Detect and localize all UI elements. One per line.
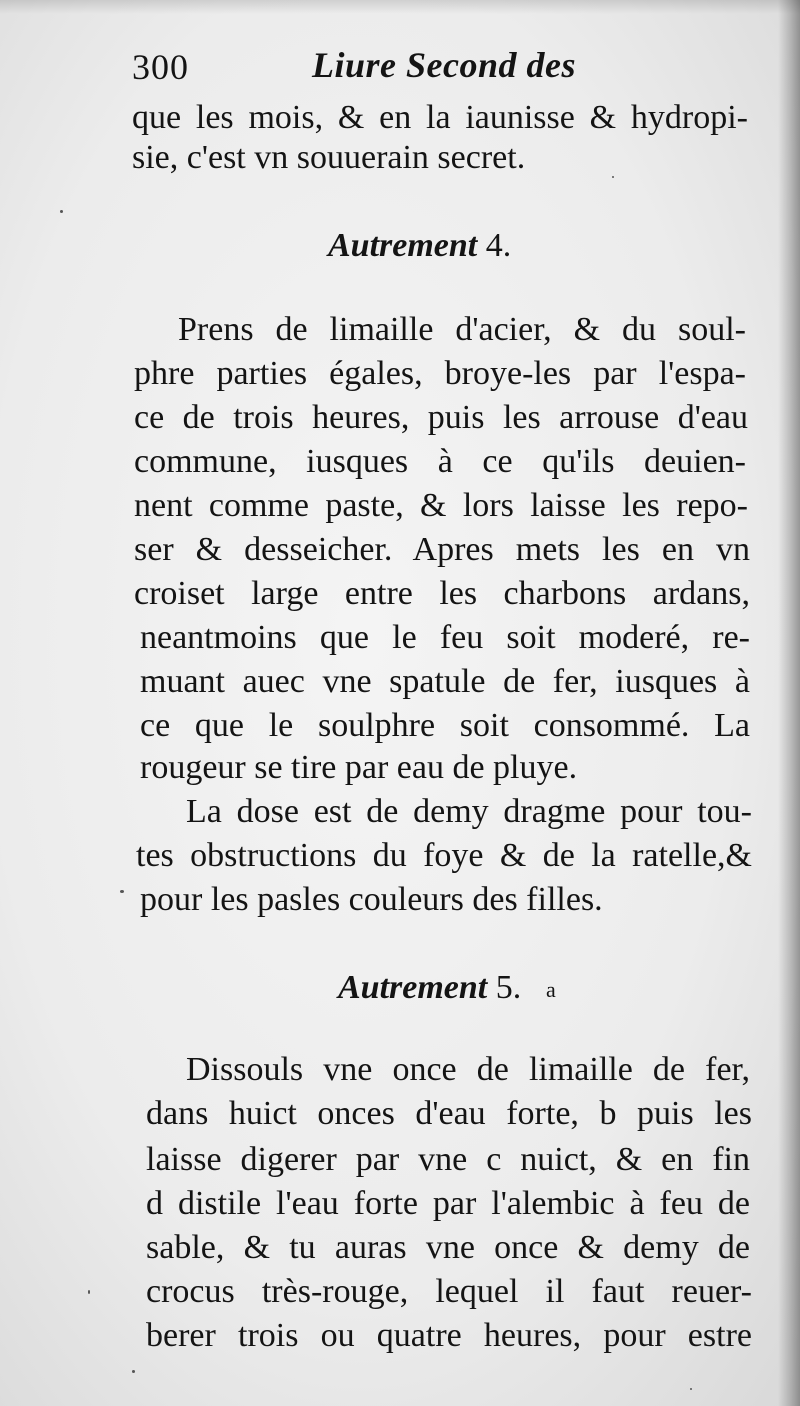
section-heading-text: Autrement (328, 227, 478, 264)
section-heading-text: Autrement (338, 969, 488, 1006)
section-number: 5. (495, 969, 522, 1006)
page-top-shadow (0, 0, 800, 14)
text-line: phre parties égales, broye-les par l'espa- (134, 355, 746, 392)
text-line: sable, & tu auras vne once & demy de (146, 1229, 750, 1266)
note-marker: a (546, 977, 556, 1002)
text-line: Prens de limaille d'acier, & du soul- (178, 311, 746, 348)
text-line: ce que le soulphre soit consommé. La (140, 707, 750, 744)
page-edge-shadow (778, 0, 800, 1406)
page-header (132, 40, 752, 96)
text-line: nent comme paste, & lors laisse les repo- (134, 487, 748, 524)
text-line: que les mois, & en la iaunisse & hydropi- (132, 99, 748, 136)
page-number: 300 (132, 47, 189, 87)
section-heading-4 (328, 226, 511, 266)
text-line: croiset large entre les charbons ardans, (134, 575, 750, 612)
section-number: 4. (485, 227, 512, 264)
text-line: d distile l'eau forte par l'alembic à feu de (146, 1185, 750, 1222)
text-line: sie, c'est vn souuerain secret. (132, 139, 526, 176)
text-line: neantmoins que le feu soit moderé, re- (140, 619, 750, 656)
paper-speck (60, 210, 63, 213)
paper-speck (132, 1370, 135, 1373)
text-line: crocus très-rouge, lequel il faut reuer- (146, 1273, 752, 1310)
paper-speck (88, 1290, 90, 1294)
text-line: berer trois ou quatre heures, pour estre (146, 1317, 752, 1354)
paper-speck (612, 176, 614, 178)
text-line: pour les pasles couleurs des filles. (140, 881, 603, 918)
text-line: ce de trois heures, puis les arrouse d'eau (134, 399, 748, 436)
text-line: La dose est de demy dragme pour tou- (186, 793, 752, 830)
text-line: Dissouls vne once de limaille de fer, (186, 1051, 750, 1088)
text-line: commune, iusques à ce qu'ils deuien- (134, 443, 746, 480)
section-heading-5 (338, 968, 521, 1008)
text-line: tes obstructions du foye & de la ratelle,& (136, 837, 752, 874)
text-line: muant auec vne spatule de fer, iusques à (140, 663, 750, 700)
text-line: laisse digerer par vne c nuict, & en fin (146, 1141, 750, 1178)
text-line: ser & desseicher. Apres mets les en vn (134, 531, 750, 568)
paper-speck (690, 1388, 692, 1390)
text-line: dans huict onces d'eau forte, b puis les (146, 1095, 752, 1132)
paper-speck (120, 890, 124, 893)
text-line: rougeur se tire par eau de pluye. (140, 749, 578, 786)
running-head: Liure Second des (312, 45, 576, 85)
